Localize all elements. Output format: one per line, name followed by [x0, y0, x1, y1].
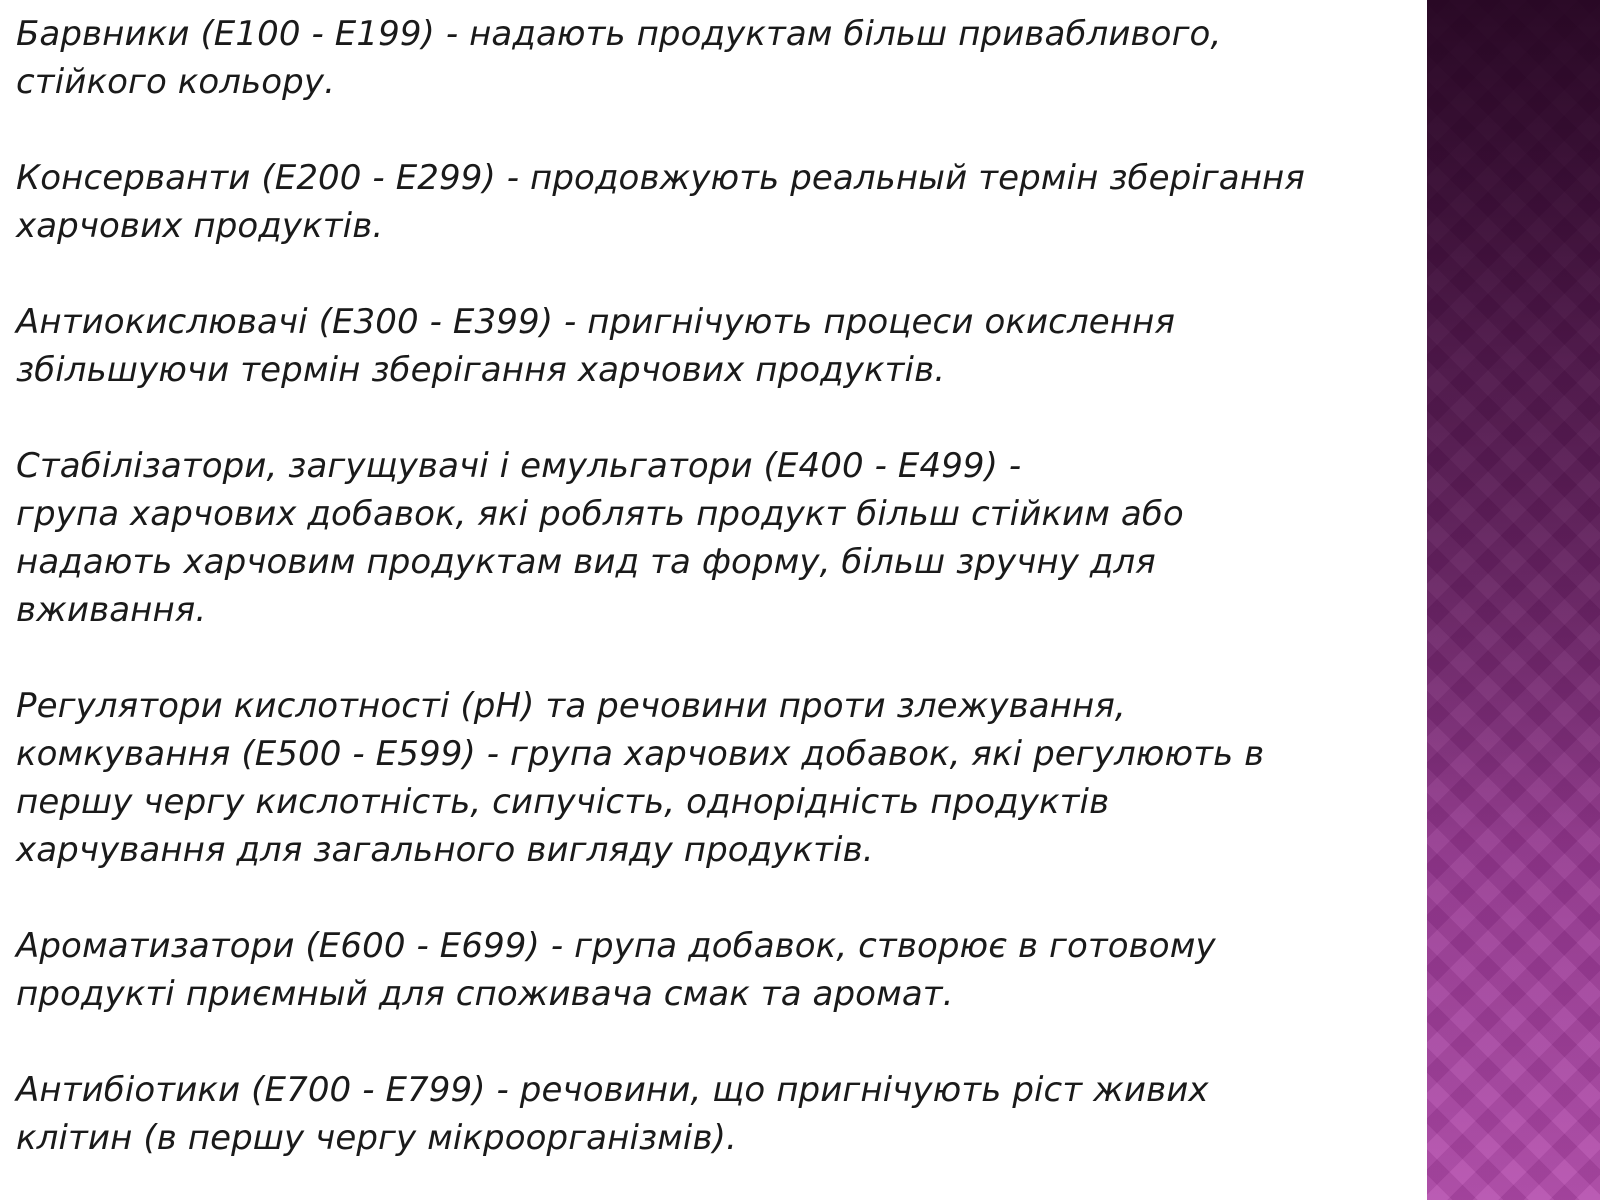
paragraph-antibiotics: Антибіотики (Е700 - Е799) - речовини, що пригнічують ріст живих клітин (в першу чергу мікроорганізмів).: [16, 1070, 1209, 1158]
paragraph-preservatives: Консерванти (Е200 - Е299) - продовжують реальный термін зберігання харчових продуктів.: [16, 158, 1305, 246]
paragraph-stabilizers: Стабілізатори, загущувачі і емульгатори (Е400 - Е499) - група харчових добавок, які роблять продукт більш стійким або надають харчовим продуктам вид та форму, більш зручну для вживання.: [16, 446, 1184, 630]
slide-content: [16, 10, 1416, 1162]
paragraph-acidity-regulators: Регулятори кислотності (pH) та речовини проти злежування, комкування (Е500 - Е599) - група харчових добавок, які регулюють в першу чергу кислотність, сипучість, однорідність продуктів харчування для загального вигляду продуктів.: [16, 686, 1265, 870]
paragraph-colorants: Барвники (Е100 - Е199) - надають продуктам більш привабливого, стійкого кольору.: [16, 14, 1222, 102]
decorative-side-band: [1427, 0, 1600, 1200]
paragraph-antioxidants: Антиокислювачі (Е300 - Е399) - пригнічують процеси окислення збільшуючи термін зберігання харчових продуктів.: [16, 302, 1176, 390]
paragraph-flavorings: Ароматизатори (Е600 - Е699) - група добавок, створює в готовому продукті приємный для споживача смак та аромат.: [16, 926, 1216, 1014]
